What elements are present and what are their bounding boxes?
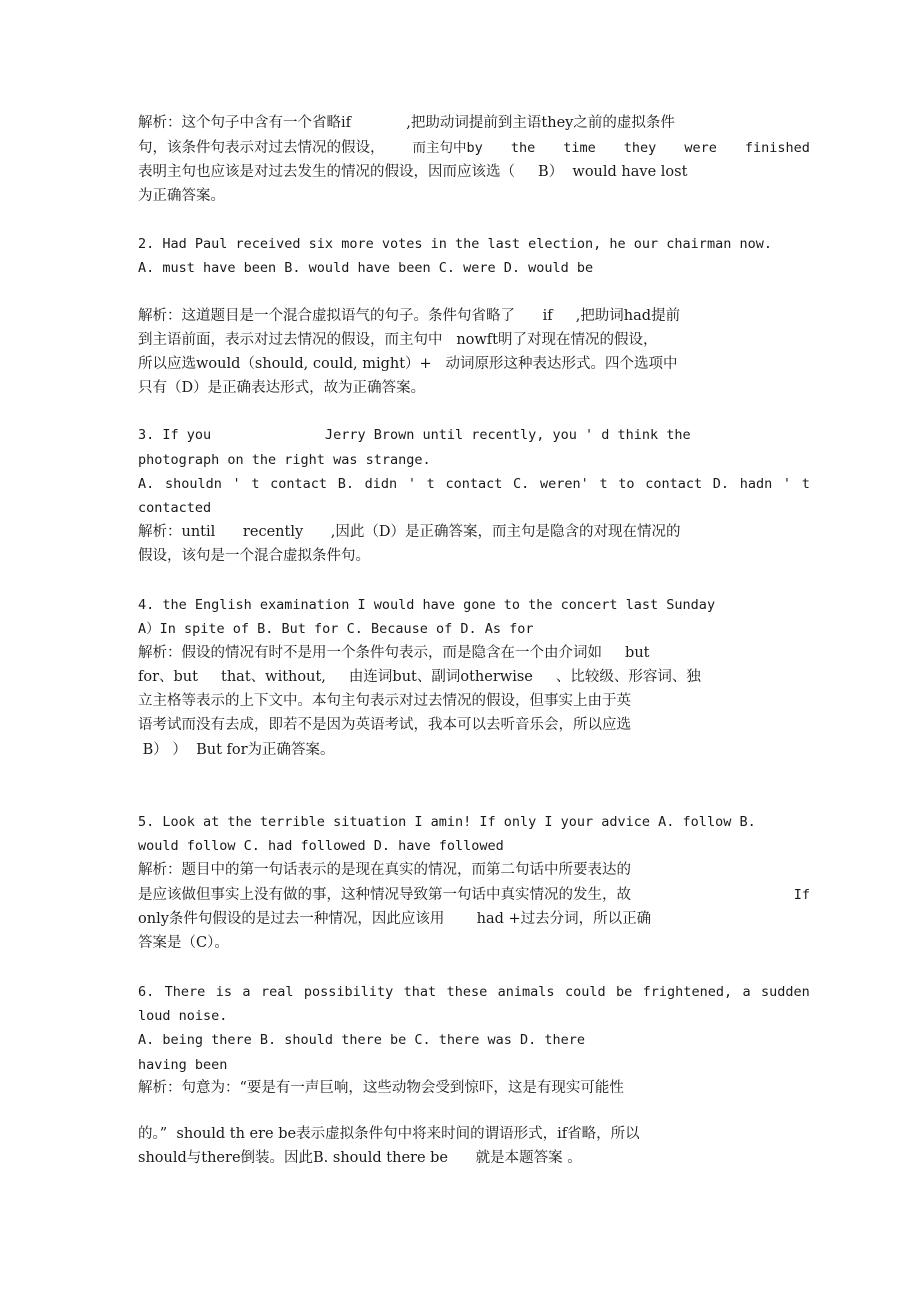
q3-options-line-2: contacted bbox=[138, 500, 212, 516]
q3-explanation-line-1: 解析：until recently ,因此（D）是正确答案，而主句是隐含的对现在情况的 bbox=[138, 524, 681, 540]
q1-explanation-line-2: 句，该条件句表示对过去情况的假设， 而主句中by the time they were finished bbox=[138, 140, 810, 156]
q1-explanation-line-3: 表明主句也应该是对过去发生的情况的假设，因而应该选（ B） would have lost bbox=[138, 164, 688, 180]
q6-explanation-line-2: 的。” should th ere be表示虚拟条件句中将来时间的谓语形式，if省略，所以 bbox=[138, 1126, 640, 1142]
q2-explanation-line-3: 所以应选would（should, could, might）+ 动词原形这种表达形式。四个选项中 bbox=[138, 356, 678, 372]
q2-options: A. must have been B. would have been C. were D. would be bbox=[138, 260, 594, 276]
q6-stem-line-1: 6. There is a real possibility that these animals could be frightened, a sudden bbox=[138, 984, 810, 1000]
q3-stem-line-2: photograph on the right was strange. bbox=[138, 452, 431, 468]
q4-options: A）In spite of B. But for C. Because of D. As for bbox=[138, 621, 534, 637]
q3-stem-line-1: 3. If you Jerry Brown until recently, you ' d think the bbox=[138, 427, 691, 443]
q5-stem-line-1: 5. Look at the terrible situation I amin! If only I your advice A. follow B. bbox=[138, 814, 756, 830]
q3-options-line-1: A. shouldn ' t contact B. didn ' t contact C. weren' t to contact D. hadn ' t bbox=[138, 476, 810, 492]
q3-explanation-line-2: 假设，该句是一个混合虚拟条件句。 bbox=[138, 548, 370, 564]
q5-explanation-line-2: 是应该做但事实上没有做的事，这种情况导致第一句话中真实情况的发生，故 If bbox=[138, 887, 810, 903]
q4-explanation-line-1: 解析：假设的情况有时不是用一个条件句表示，而是隐含在一个由介词如 but bbox=[138, 645, 650, 661]
q2-stem: 2. Had Paul received six more votes in the last election, he our chairman now. bbox=[138, 236, 772, 252]
q1-explanation-line-1: 解析：这个句子中含有一个省略if ,把助动词提前到主语they之前的虚拟条件 bbox=[138, 115, 675, 131]
q5-explanation-line-4: 答案是（C）。 bbox=[138, 935, 229, 951]
q5-explanation-line-3: only条件句假设的是过去一种情况，因此应该用 had +过去分词，所以正确 bbox=[138, 911, 652, 927]
q2-explanation-line-2: 到主语前面，表示对过去情况的假设，而主句中 nowft明了对现在情况的假设， bbox=[138, 332, 658, 348]
q4-explanation-line-4: 语考试而没有去成，即若不是因为英语考试，我本可以去听音乐会，所以应选 bbox=[138, 717, 631, 733]
q4-stem: 4. the English examination I would have gone to the concert last Sunday bbox=[138, 597, 716, 613]
q4-explanation-line-3: 立主格等表示的上下文中。本句主句表示对过去情况的假设，但事实上由于英 bbox=[138, 693, 631, 709]
q4-explanation-line-5: B） ） But for为正确答案。 bbox=[138, 742, 335, 758]
q2-explanation-line-1: 解析：这道题目是一个混合虚拟语气的句子。条件句省略了 if ,把助词had提前 bbox=[138, 308, 681, 324]
q6-options-line-1: A. being there B. should there be C. there was D. there bbox=[138, 1032, 586, 1048]
q6-explanation-line-3: should与there倒装。因此B. should there be 就是本题答案 。 bbox=[138, 1150, 582, 1166]
q1-explanation-line-4: 为正确答案。 bbox=[138, 188, 225, 204]
q5-explanation-line-1: 解析：题目中的第一句话表示的是现在真实的情况，而第二句话中所要表达的 bbox=[138, 862, 631, 878]
q4-explanation-line-2: for、but that、without, 由连词but、副词otherwise 、比较级、形容词、独 bbox=[138, 669, 701, 685]
q6-stem-line-2: loud noise. bbox=[138, 1008, 228, 1024]
q6-options-line-2: having been bbox=[138, 1057, 228, 1073]
q2-explanation-line-4: 只有（D）是正确表达形式，故为正确答案。 bbox=[138, 380, 426, 396]
q5-stem-line-2: would follow C. had followed D. have followed bbox=[138, 838, 504, 854]
q6-explanation-line-1: 解析：句意为：“要是有一声巨响，这些动物会受到惊吓，这是有现实可能性 bbox=[138, 1080, 624, 1096]
